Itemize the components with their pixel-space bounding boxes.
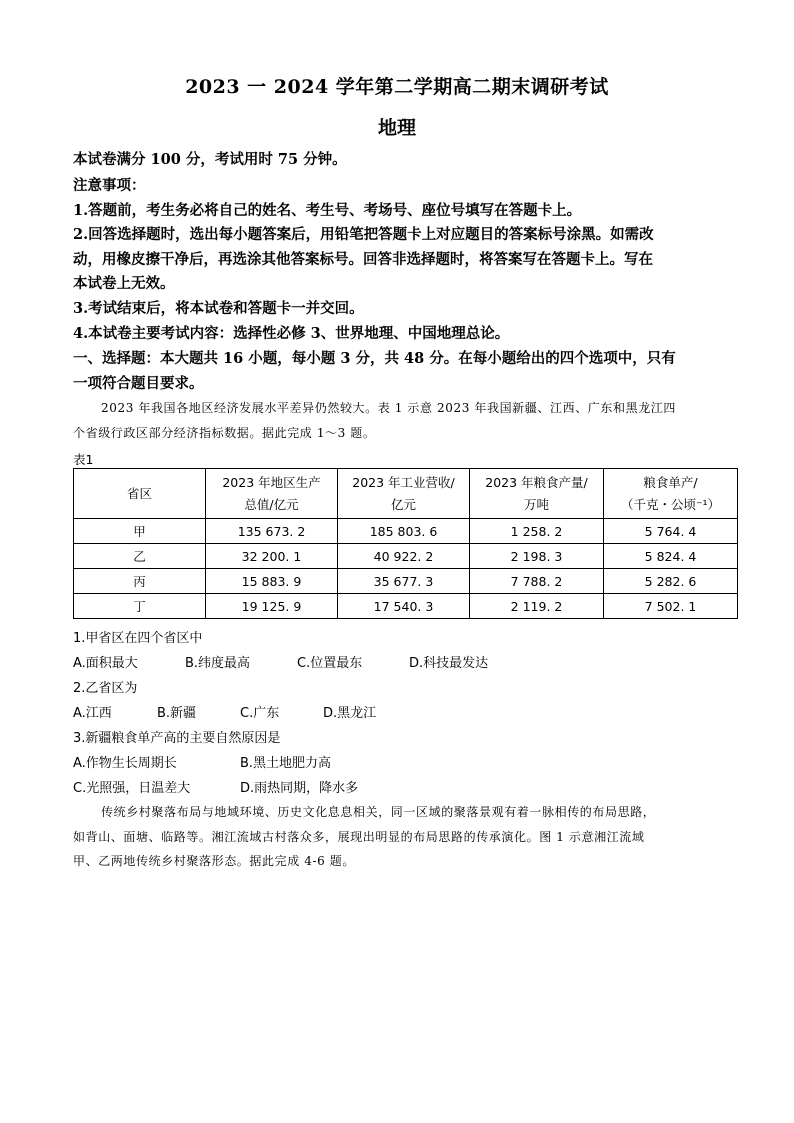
table-cell: 5 282. 6	[604, 569, 738, 594]
note-3: 3.考试结束后，将本试卷和答题卡一并交回。	[73, 300, 364, 317]
table-cell: 甲	[74, 519, 206, 544]
note-2-line-3: 本试卷上无效。	[73, 275, 175, 292]
passage-1-line-1: 2023 年我国各地区经济发展水平差异仍然较大。表 1 示意 2023 年我国新疆、江西、广东和黑龙江四	[101, 401, 676, 415]
question-3-stem: 3.新疆粮食单产高的主要自然原因是	[73, 731, 281, 746]
question-1-option-b: B.纬度最高	[185, 656, 251, 671]
note-1: 1.答题前，考生务必将自己的姓名、考生号、考场号、座位号填写在答题卡上。	[73, 202, 582, 219]
question-1-option-d: D.科技最发达	[409, 656, 489, 671]
table-cell: 丁	[74, 594, 206, 619]
table-cell: 2 198. 3	[470, 544, 604, 569]
table-cell: 15 883. 9	[206, 569, 338, 594]
table-header-row	[74, 469, 738, 519]
table-cell: 40 922. 2	[338, 544, 470, 569]
economic-indicators-table	[73, 468, 738, 619]
table-cell: 19 125. 9	[206, 594, 338, 619]
subject-title: 地理	[377, 117, 416, 139]
table-label: 表1	[73, 452, 94, 467]
notes-header: 注意事项：	[73, 177, 146, 194]
table-row	[74, 594, 738, 619]
section-1-line-2: 一项符合题目要求。	[73, 375, 204, 392]
question-3-option-a: A.作物生长周期长	[73, 756, 177, 771]
header-cell: 省区	[74, 469, 206, 519]
table-cell: 7 502. 1	[604, 594, 738, 619]
question-1-stem: 1.甲省区在四个省区中	[73, 631, 203, 646]
passage-2-line-3: 甲、乙两地传统乡村聚落形态。据此完成 4-6 题。	[73, 854, 355, 868]
note-4: 4.本试卷主要考试内容：选择性必修 3、世界地理、中国地理总论。	[73, 325, 510, 342]
question-1-option-a: A.面积最大	[73, 656, 138, 671]
table-cell: 丙	[74, 569, 206, 594]
passage-1-line-2: 个省级行政区部分经济指标数据。据此完成 1～3 题。	[73, 426, 376, 440]
note-2-line-1: 2.回答选择题时，选出每小题答案后，用铅笔把答题卡上对应题目的答案标号涂黑。如需改	[73, 226, 654, 243]
header-cell: 粮食单产/ （千克・公顷⁻¹）	[604, 469, 738, 519]
table-row	[74, 519, 738, 544]
full-score-note: 本试卷满分 100 分，考试用时 75 分钟。	[73, 151, 347, 168]
table-row	[74, 544, 738, 569]
question-2-option-c: C.广东	[240, 706, 280, 721]
table-cell: 5 764. 4	[604, 519, 738, 544]
table-cell: 7 788. 2	[470, 569, 604, 594]
section-1-line-1: 一、选择题：本大题共 16 小题，每小题 3 分，共 48 分。在每小题给出的四个选项中，只有	[73, 350, 676, 367]
table-cell: 5 824. 4	[604, 544, 738, 569]
question-2-option-d: D.黑龙江	[323, 706, 377, 721]
question-3-option-c: C.光照强，日温差大	[73, 781, 191, 796]
question-2-option-a: A.江西	[73, 706, 112, 721]
table-cell: 185 803. 6	[338, 519, 470, 544]
passage-2-line-1: 传统乡村聚落布局与地域环境、历史文化息息相关，同一区域的聚落景观有着一脉相传的布局思路，	[101, 805, 656, 819]
passage-2-line-2: 如背山、面塘、临路等。湘江流域古村落众多，展现出明显的布局思路的传承演化。图 1 示意湘江流域	[73, 830, 645, 844]
table-row	[74, 569, 738, 594]
table-cell: 17 540. 3	[338, 594, 470, 619]
table-cell: 135 673. 2	[206, 519, 338, 544]
question-3-option-d: D.雨热同期，降水多	[240, 781, 359, 796]
note-2-line-2: 动，用橡皮擦干净后，再选涂其他答案标号。回答非选择题时，将答案写在答题卡上。写在	[73, 251, 653, 268]
header-cell: 2023 年工业营收/ 亿元	[338, 469, 470, 519]
question-3-option-b: B.黑土地肥力高	[240, 756, 332, 771]
header-cell: 2023 年地区生产 总值/亿元	[206, 469, 338, 519]
question-2-stem: 2.乙省区为	[73, 681, 138, 696]
table-cell: 1 258. 2	[470, 519, 604, 544]
table-cell: 2 119. 2	[470, 594, 604, 619]
exam-title: 2023 一 2024 学年第二学期高二期末调研考试	[185, 76, 609, 98]
question-1-option-c: C.位置最东	[297, 656, 363, 671]
table-cell: 32 200. 1	[206, 544, 338, 569]
table-cell: 35 677. 3	[338, 569, 470, 594]
header-cell: 2023 年粮食产量/ 万吨	[470, 469, 604, 519]
question-2-option-b: B.新疆	[157, 706, 197, 721]
table-cell: 乙	[74, 544, 206, 569]
